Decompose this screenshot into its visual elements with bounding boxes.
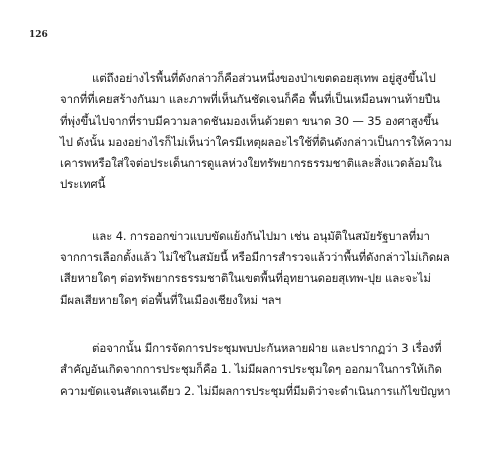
text-line: ไป ดังนั้น มองอย่างไรก็ไม่เห็นว่าใครมีเหตุผลอะไรใช้ที่ดินดังกล่าวเป็นการให้ความ [60,134,452,149]
paragraph [60,338,455,402]
body-text [60,68,455,402]
text-line: เคารพหรือใส่ใจต่อประเด็นการดูแลห่วงใยทรัพยากรธรรมชาติและสิ่งแวดล้อมใน [60,156,442,171]
text-line: ต่อจากนั้น มีการจัดการประชุมพบปะกันหลายฝ่าย และปรากฏว่า 3 เรื่องที่ [92,340,442,355]
page-number: 126 [29,30,48,40]
text-line: จากการเลือกตั้งแล้ว ไม่ใช่ในสมัยนี้ หรือมีการสำรวจแล้วว่าพื้นที่ดังกล่าวไม่เกิดผล [60,250,450,265]
text-line: สำคัญอันเกิดจากการประชุมก็คือ 1. ไม่มีผลการประชุมใดๆ ออกมาในการให้เกิด [60,362,442,377]
paragraph [60,226,455,311]
text-line: จากที่ที่เคยสร้างกันมา และภาพที่เห็นกันชัดเจนก็คือ พื้นที่เป็นเหมือนพานท้ายปืน [60,92,440,107]
text-line: แต่ถึงอย่างไรพื้นที่ดังกล่าวก็คือส่วนหนึ่งของป่าเขตดอยสุเทพ อยู่สูงขึ้นไป [92,71,436,85]
text-line: มีผลเสียหายใดๆ ต่อพื้นที่ในเมืองเชียงใหม่ ฯลฯ [60,292,281,307]
text-line: เสียหายใดๆ ต่อทรัพยากรธรรมชาติในเขตพื้นที่อุทยานดอยสุเทพ-ปุย และจะไม่ [60,271,431,286]
paragraph [60,68,455,196]
text-line: ประเทศนี้ [60,177,106,192]
text-line: ความขัดแจนสัดเจนเดียว 2. ไม่มีผลการประชุมที่มีมติว่าจะดำเนินการแก้ไขปัญหา [60,383,451,398]
text-line: ที่พุ่งขึ้นไปจากที่ราบมีความลาดชันมองเห็นด้วยตา ขนาด 30 — 35 องศาสูงขึ้น [60,113,439,128]
text-line: และ 4. การออกข่าวแบบขัดแย้งกันไปมา เช่น อนุมัติในสมัยรัฐบาลที่มา [92,228,430,243]
